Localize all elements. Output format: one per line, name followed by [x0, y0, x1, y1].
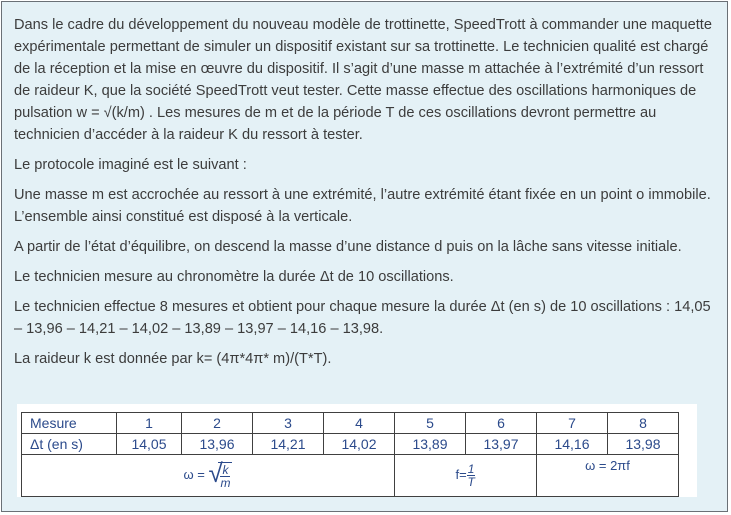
table-row-label: Δt (en s): [22, 434, 117, 455]
table-cell: 13,89: [395, 434, 466, 455]
intro-paragraph: Dans le cadre du développement du nouveau modèle de trottinette, SpeedTrott à commander une maquette expérimentale permettant de simuler un dispositif existant sur sa trottinette. Le technicien qualité est chargé de la réception et la mise en œuvre du dispositif. Il s’agit d’une masse m attachée à l’extrémité d’un ressort de raideur K, que la société SpeedTrott veut tester. Cette masse effectue des oscillations harmoniques de pulsation w = √(k/m) . Les mesures de m et de la période T de ces oscillations devront permettre au technicien d’accéder à la raideur K du ressort à tester.: [14, 17, 712, 143]
protocol-heading: Le protocole imaginé est le suivant :: [14, 157, 247, 173]
table-cell: 2: [182, 413, 253, 434]
fraction-numerator: 1: [467, 462, 475, 476]
protocol-step-3: Le technicien mesure au chronomètre la durée Δt de 10 oscillations.: [14, 269, 454, 285]
measurements-table-container: [17, 404, 697, 497]
table-row-formulas: [22, 455, 679, 497]
square-root: [208, 458, 232, 490]
frequency-formula-cell: [395, 455, 537, 497]
frequency-formula-prefix: f=: [455, 466, 467, 482]
table-row-measure: [22, 413, 679, 434]
table-cell: 13,98: [608, 434, 679, 455]
table-cell: 1: [117, 413, 182, 434]
omega-formula-cell: [22, 455, 395, 497]
table-cell: 14,02: [324, 434, 395, 455]
radical-icon: √: [208, 458, 223, 488]
table-cell: 3: [253, 413, 324, 434]
table-cell: 8: [608, 413, 679, 434]
exercise-text: [14, 14, 720, 378]
table-cell: 14,05: [117, 434, 182, 455]
table-cell: 14,21: [253, 434, 324, 455]
table-header-label: Mesure: [22, 413, 117, 434]
measurements-paragraph: Le technicien effectue 8 mesures et obtient pour chaque mesure la durée Δt (en s) de 10 oscillations : 14,05 – 13,96 – 14,21 – 14,02 – 13,89 – 13,97 – 14,16 – 13,98.: [14, 299, 711, 337]
exercise-panel: [1, 1, 728, 512]
fraction-numerator: k: [222, 463, 229, 477]
table-cell: 6: [466, 413, 537, 434]
table-cell: 4: [324, 413, 395, 434]
table-cell: 7: [537, 413, 608, 434]
one-over-t-fraction: [467, 463, 476, 488]
omega-formula-prefix: ω =: [183, 466, 205, 482]
protocol-step-1: Une masse m est accrochée au ressort à une extrémité, l’autre extrémité étant fixée en un point o immobile. L’ensemble ainsi constitué est disposé à la verticale.: [14, 187, 711, 225]
table-row-duration: [22, 434, 679, 455]
table-cell: 13,96: [182, 434, 253, 455]
protocol-step-2: A partir de l’état d’équilibre, on descend la masse d’une distance d puis on la lâche sans vitesse initiale.: [14, 239, 682, 255]
stiffness-formula-paragraph: La raideur k est donnée par k= (4π*4π* m)/(T*T).: [14, 351, 332, 367]
table-cell: 13,97: [466, 434, 537, 455]
table-cell: 14,16: [537, 434, 608, 455]
omega-2pif-cell: [537, 455, 679, 497]
fraction-denominator: T: [467, 475, 475, 489]
fraction-denominator: m: [220, 476, 231, 490]
measurements-table: [21, 412, 679, 497]
omega-2pif-formula: ω = 2πf: [585, 458, 630, 473]
table-cell: 5: [395, 413, 466, 434]
